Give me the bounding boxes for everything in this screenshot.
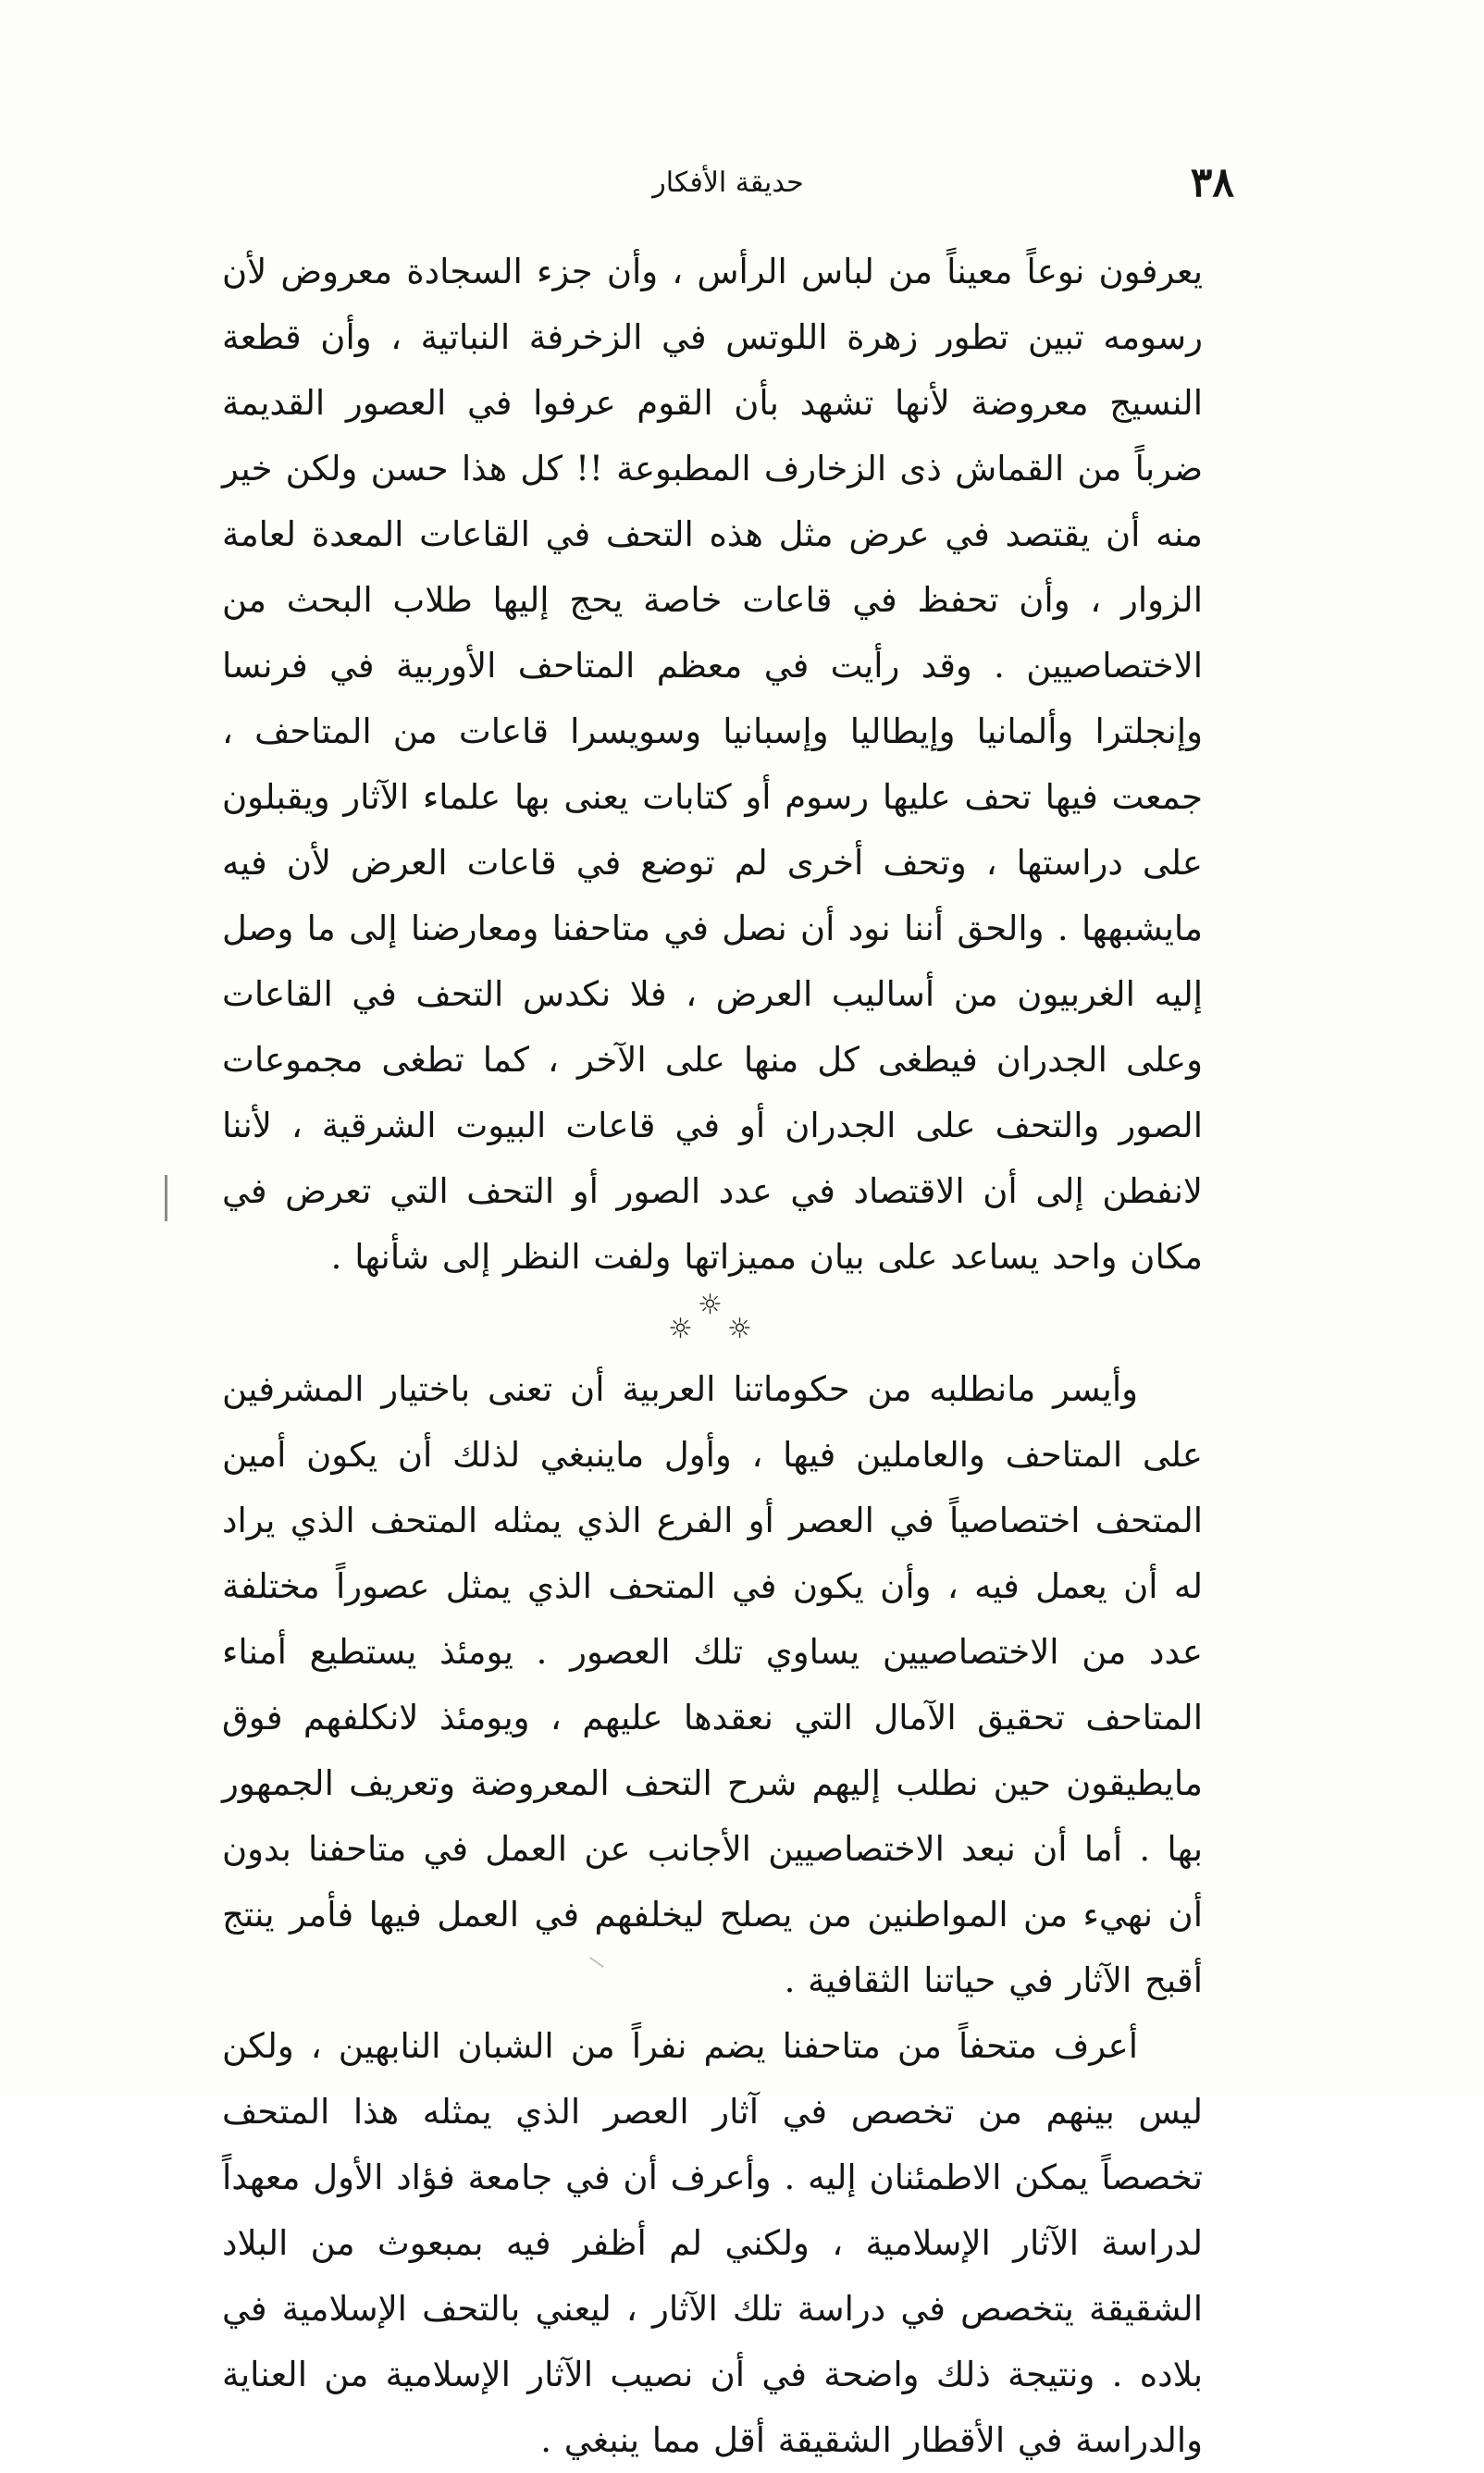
- star-ornament-icon: ☼: [668, 1313, 693, 1345]
- page-header: [222, 155, 1234, 211]
- margin-scan-mark: [165, 1175, 167, 1221]
- paragraph-curators: وأيسر مانطلبه من حكوماتنا العربية أن تعنى باختيار المشرفين على المتاحف والعاملين فيها ، وأول ماينبغي لذلك أن يكون أمين المتحف اختصاصياً في العصر أو الفرع الذي يمثله المتحف الذي يراد له أن يعمل فيه ، وأن يكون في المتحف الذي يمثل عصوراً مختلفة عدد من الاختصاصيين يساوي تلك العصور . يومئذ يستطيع أمناء المتاحف تحقيق الآمال التي نعقدها عليهم ، ويومئذ لانكلفهم فوق مايطيقون حين نطلب إليهم شرح التحف المعروضة وتعريف الجمهور بها . أما أن نبعد الاختصاصيين الأجانب عن العمل في متاحفنا بدون أن نهيء من المواطنين من يصلح ليخلفهم في العمل فيها فأمر ينتج أقبح الآثار في حياتنا الثقافية .: [222, 1369, 1203, 2000]
- paragraph-specialists: أعرف متحفاً من متاحفنا يضم نفراً من الشبان النابهين ، ولكن ليس بينهم من تخصص في آثار العصر الذي يمثله هذا المتحف تخصصاً يمكن الاطمئنان إليه . وأعرف أن في جامعة فؤاد الأول معهداً لدراسة الآثار الإسلامية ، ولكني لم أظفر فيه بمبعوث من البلاد الشقيقة يتخصص في دراسة تلك الآثار ، ليعني بالتحف الإسلامية في بلاده . ونتيجة ذلك واضحة في أن نصيب الآثار الإسلامية من العناية والدراسة في الأقطار الشقيقة أقل مما ينبغي .: [222, 2026, 1203, 2460]
- star-ornament-icon: ☼: [698, 1289, 723, 1321]
- body-text: [222, 239, 1203, 2473]
- page-number: ٣٨: [1190, 159, 1234, 206]
- paragraph-museum-display: يعرفون نوعاً معيناً من لباس الرأس ، وأن جزء السجادة معروض لأن رسومه تبين تطور زهرة اللوتس في الزخرفة النباتية ، وأن قطعة النسيج معروضة لأنها تشهد بأن القوم عرفوا في العصور القديمة ضرباً من القماش ذى الزخارف المطبوعة !! كل هذا حسن ولكن خير منه أن يقتصد في عرض مثل هذه التحف في القاعات المعدة لعامة الزوار ، وأن تحفظ في قاعات خاصة يحج إليها طلاب البحث من الاختصاصيين . وقد رأيت في معظم المتاحف الأوربية في فرنسا وإنجلترا وألمانيا وإيطاليا وإسبانيا وسويسرا قاعات من المتاحف ، جمعت فيها تحف عليها رسوم أو كتابات يعنى بها علماء الآثار ويقبلون على دراستها ، وتحف أخرى لم توضع في قاعات العرض لأن فيه مايشبهها . والحق أننا نود أن نصل في متاحفنا ومعارضنا إلى ما وصل إليه الغربيون من أساليب العرض ، فلا نكدس التحف في القاعات وعلى الجدران فيطغى كل منها على الآخر ، كما تطغى مجموعات الصور والتحف على الجدران أو في قاعات البيوت الشرقية ، لأننا لانفطن إلى أن الاقتصاد في عدد الصور أو التحف التي تعرض في مكان واحد يساعد على بيان مميزاتها ولفت النظر إلى شأنها .: [222, 252, 1203, 1277]
- section-separator: [222, 1290, 1203, 1356]
- running-title: حديقة الأفكار: [652, 167, 804, 199]
- star-ornament-icon: ☼: [727, 1313, 752, 1345]
